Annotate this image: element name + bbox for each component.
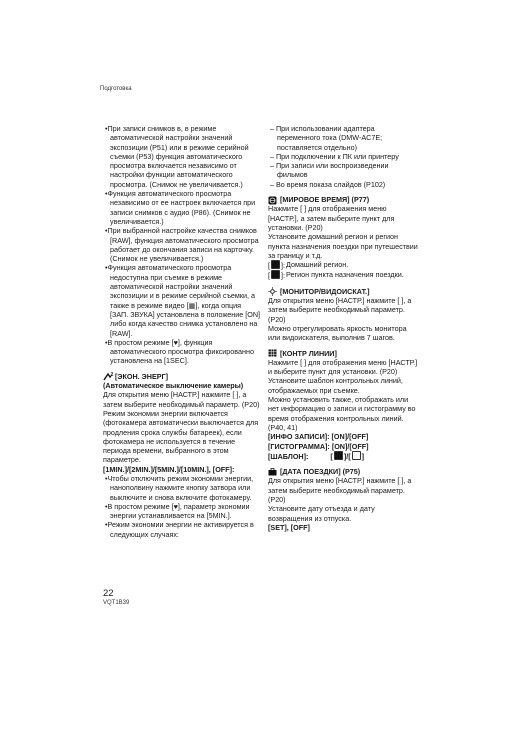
grid-option-pattern-label: [ШАБЛОН]: <box>268 451 309 461</box>
grid-body-2: Можно установить также, отображать или нет информацию о записи и гистограмму во время отображения контрольных линий. (P40, 41) <box>268 395 416 432</box>
list-item: – Во время показа слайдов (P102) <box>270 179 386 189</box>
grid-icon <box>268 349 277 357</box>
list-item: •При записи снимков в, в режиме автоматической настройки значений экспозиции (P51) или в режиме серийной съемки (P53) функция автоматического просмотра включается независимо от настройки функции автоматического просмотра. (Снимок не увеличивается.) <box>105 124 249 189</box>
world-time-title <box>268 195 418 204</box>
airplane-icon: [ ]: <box>268 271 285 281</box>
monitor-title <box>268 287 418 296</box>
grid-option-info: [ИНФО ЗАПИСИ]: [ON]/[OFF] <box>268 432 369 442</box>
grid-title <box>268 349 418 358</box>
list-item: •Функция автоматического просмотра независимо от ее настроек включается при записи снимков с аудио (P86). (Снимок не увеличивается.) <box>105 189 256 226</box>
travel-date-section <box>268 467 418 532</box>
econ-options: [1MIN.]/[2MIN.]/[5MIN.]/[10MIN.], [OFF]: <box>103 464 235 474</box>
destination-region-row <box>268 270 418 280</box>
econ-title <box>103 372 261 381</box>
econ-title-text: [ЭКОН. ЭНЕРГ] <box>115 371 169 381</box>
list-item: – При записи или воспроизведении фильмов <box>270 161 389 180</box>
travel-date-options: [SET], [OFF] <box>268 522 310 532</box>
list-item: – При подключении к ПК или принтеру <box>270 151 399 161</box>
list-item: •Режим экономии энергии не активируется в следующих случаях: <box>105 520 254 539</box>
econ-intro: Для открытия меню [НАСТР.] нажмите [ ], а затем выберите необходимый параметр. (P20) <box>103 390 260 409</box>
page-header: Подготовка <box>100 86 132 92</box>
list-item: – При использовании адаптера переменного тока (DMW-AC7E; поставляется отдельно) <box>270 124 383 152</box>
document-code: VQT1B39 <box>103 600 130 606</box>
grid-body-1: Установите шаблон контрольных линий, отображаемых при съемке. <box>268 376 403 395</box>
world-time-title-text: [МИРОВОЕ ВРЕМЯ] (P77) <box>280 195 370 205</box>
econ-subtitle: (Автоматическое выключение камеры) <box>103 381 244 391</box>
list-item: •В простом режиме [♥], функция автоматического просмотра фиксированно установлена на [1SEC]. <box>105 337 254 366</box>
power-save-icon <box>103 372 112 380</box>
econ-body: Режим экономии энергии включается (фотокамера автоматически выключается для продления срока службы батареек), если фотокамера не используется в течение периода времени, выбранного в этом параметре. <box>103 408 259 465</box>
list-item: •В простом режиме [♥], параметр экономии энергии устанавливается на [5MIN.]. <box>105 501 250 521</box>
grid-option-pattern <box>268 451 418 461</box>
left-column <box>103 124 261 539</box>
travel-date-title-text: [ДАТА ПОЕЗДКИ] (P75) <box>280 467 361 477</box>
home-region-label: Домашний регион. <box>286 260 349 270</box>
brightness-icon <box>268 287 277 295</box>
home-region-row <box>268 260 418 270</box>
monitor-intro: Для открытия меню [НАСТР.] нажмите [ ], а затем выберите необходимый параметр. (P20) <box>268 296 412 324</box>
econ-section <box>103 372 261 539</box>
world-time-body: Установите домашний регион и регион пункта назначения поездки при путешествии за границу и т.д. <box>268 232 418 260</box>
list-item: •Чтобы отключить режим экономии энергии, нанополвину нажмите кнопку затвора или выключите и снова включите фотокамеру. <box>105 473 254 502</box>
list-item: •Функция автоматического просмотра недоступна при съемке в режиме автоматической настройки значений экспозиции и в режиме серийной съемки, а также в режиме видео [▦], когда опция [ЗАП. ЗВУКА] установлена в положение [ON] либо когда качество снимка установлено на [RAW]. <box>105 263 261 338</box>
travel-date-body: Установите дату отъезда и дату возвращения из отпуска. <box>268 504 375 523</box>
svg-text:Z: Z <box>110 372 114 378</box>
grid-title-text: [КОНТР ЛИНИИ] <box>280 348 337 358</box>
grid-intro: Нажмите [ ] для отображения меню [НАСТР.] и выберите пункт для установки. (P20) <box>268 357 418 377</box>
travel-date-title <box>268 467 418 476</box>
page-number: 22 <box>103 588 114 599</box>
list-item: •При выбранной настройке качества снимков [RAW], функция автоматического просмотра работает до окончания записи на карточку. (Снимок не увеличивается.) <box>105 226 259 264</box>
right-column <box>268 124 418 532</box>
world-time-intro: Нажмите [ ] для отображения меню [НАСТР.], а затем выберите пункт для установки. (P20) <box>268 204 395 232</box>
grid-option-histogram: [ГИСТОГРАММА]: [ON]/[OFF] <box>268 441 369 451</box>
home-icon: [ ]: <box>268 261 285 271</box>
monitor-title-text: [МОНИТОР/ВИДОИСКАТ.] <box>280 286 370 296</box>
globe-icon <box>268 196 277 204</box>
travel-date-intro: Для открытия меню [НАСТР.] нажмите [ ], а затем выберите необходимый параметр. (P20) <box>268 476 412 504</box>
grid-pattern-icons: [ ]/[ ] <box>330 451 365 461</box>
monitor-section <box>268 287 418 343</box>
monitor-body: Можно отрегулировать яркость монитора или видоискателя, выполнив 7 шагов. <box>268 323 407 343</box>
page-footer <box>103 588 129 606</box>
suitcase-icon <box>268 468 277 476</box>
destination-region-label: Регион пункта назначения поездки. <box>286 270 404 280</box>
world-time-section <box>268 195 418 281</box>
grid-section <box>268 349 418 462</box>
